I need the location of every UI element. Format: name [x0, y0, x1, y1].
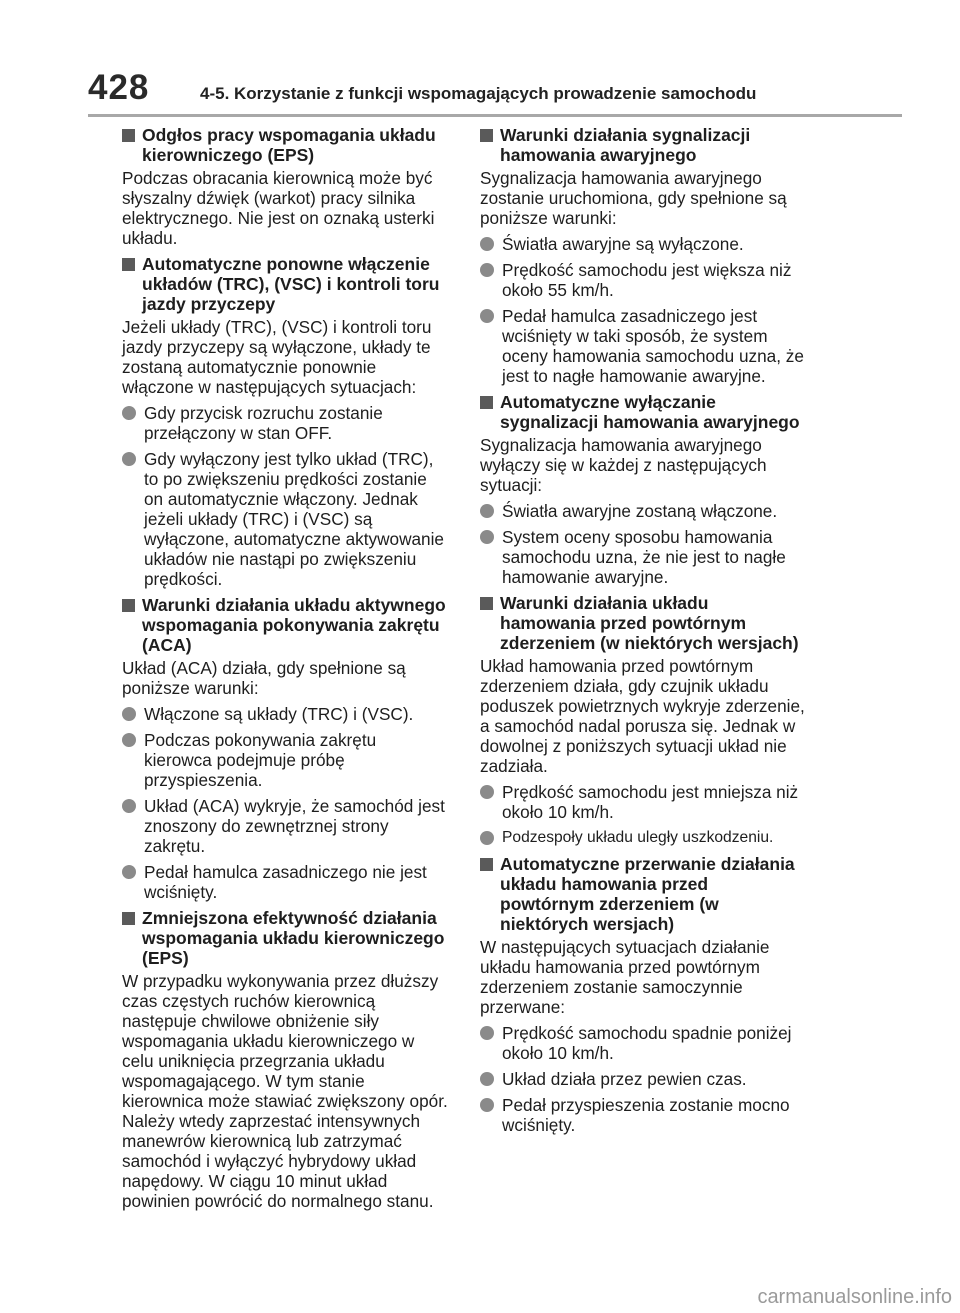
section-title: Automatyczne przerwanie działania układu hamowania przed powtórnym zderzeniem (w niektórych wersjach): [480, 854, 806, 934]
square-bullet-icon: [480, 129, 493, 142]
list-item: Prędkość samochodu spadnie poniżej około 10 km/h.: [480, 1023, 806, 1063]
paragraph: Układ (ACA) działa, gdy spełnione są poniższe warunki:: [122, 658, 406, 698]
chapter-title: 4-5. Korzystanie z funkcji wspomagających prowadzenie samochodu: [200, 84, 757, 103]
square-bullet-icon: [122, 912, 135, 925]
circle-bullet-icon: [480, 309, 494, 323]
section-title: Automatyczne wyłączanie sygnalizacji hamowania awaryjnego: [480, 392, 806, 432]
paragraph: Podczas obracania kierownicą może być słyszalny dźwięk (warkot) pracy silnika elektrycznego. Nie jest on oznaką usterki układu.: [122, 168, 435, 248]
circle-bullet-icon: [122, 406, 136, 420]
watermark: carmanualsonline.info: [757, 1286, 952, 1308]
list-item: Pedał hamulca zasadniczego nie jest wciśnięty.: [122, 862, 448, 902]
circle-bullet-icon: [122, 865, 136, 879]
circle-bullet-icon: [122, 707, 136, 721]
circle-bullet-icon: [122, 799, 136, 813]
paragraph: Sygnalizacja hamowania awaryjnego zostanie uruchomiona, gdy spełnione są poniższe warunki:: [480, 168, 787, 228]
paragraph: Jeżeli układy (TRC), (VSC) i kontroli toru jazdy przyczepy są wyłączone, układy te zostaną automatycznie ponownie włączone w następujących sytuacjach:: [122, 317, 432, 397]
square-bullet-icon: [122, 599, 135, 612]
section-title: Automatyczne ponowne włączenie układów (TRC), (VSC) i kontroli toru jazdy przyczepy: [122, 254, 448, 314]
square-bullet-icon: [122, 258, 135, 271]
paragraph: Sygnalizacja hamowania awaryjnego wyłączy się w każdej z następujących sytuacji:: [480, 435, 767, 495]
circle-bullet-icon: [480, 530, 494, 544]
header-divider: [88, 114, 902, 117]
list-item: Układ działa przez pewien czas.: [480, 1069, 806, 1089]
list-item: Podczas pokonywania zakrętu kierowca podejmuje próbę przyspieszenia.: [122, 730, 448, 790]
section-title: Warunki działania układu hamowania przed powtórnym zderzeniem (w niektórych wersjach): [480, 593, 806, 653]
circle-bullet-icon: [480, 1026, 494, 1040]
list-item: Światła awaryjne są wyłączone.: [480, 234, 806, 254]
square-bullet-icon: [122, 129, 135, 142]
list-item: Pedał przyspieszenia zostanie mocno wciśnięty.: [480, 1095, 806, 1135]
list-item: Włączone są układy (TRC) i (VSC).: [122, 704, 448, 724]
section-title: Odgłos pracy wspomagania układu kierowniczego (EPS): [122, 125, 448, 165]
left-column: [122, 125, 448, 1217]
list-item: Prędkość samochodu jest mniejsza niż około 10 km/h.: [480, 782, 806, 822]
right-column: [480, 125, 806, 1141]
list-item: Pedał hamulca zasadniczego jest wciśnięty w taki sposób, że system oceny hamowania samochodu uzna, że jest to nagłe hamowanie awaryjne.: [480, 306, 806, 386]
list-item: Gdy przycisk rozruchu zostanie przełączony w stan OFF.: [122, 403, 448, 443]
circle-bullet-icon: [480, 237, 494, 251]
circle-bullet-icon: [480, 1072, 494, 1086]
list-item: System oceny sposobu hamowania samochodu uzna, że nie jest to nagłe hamowanie awaryjne.: [480, 527, 806, 587]
circle-bullet-icon: [480, 263, 494, 277]
section-title: Warunki działania układu aktywnego wspomagania pokonywania zakrętu (ACA): [122, 595, 448, 655]
list-item: Podzespoły układu uległy uszkodzeniu.: [480, 828, 806, 848]
circle-bullet-icon: [122, 452, 136, 466]
list-item: Gdy wyłączony jest tylko układ (TRC), to po zwiększeniu prędkości zostanie on automatycznie włączony. Jednak jeżeli układy (TRC) i (VSC) są wyłączone, automatyczne aktywowanie układów nie nastąpi po zwiększeniu prędkości.: [122, 449, 448, 589]
section-title: Zmniejszona efektywność działania wspomagania układu kierowniczego (EPS): [122, 908, 448, 968]
list-item: Światła awaryjne zostaną włączone.: [480, 501, 806, 521]
paragraph: W następujących sytuacjach działanie układu hamowania przed powtórnym zderzeniem zostanie samoczynnie przerwane:: [480, 937, 770, 1017]
circle-bullet-icon: [480, 1098, 494, 1112]
circle-bullet-icon: [480, 504, 494, 518]
square-bullet-icon: [480, 597, 493, 610]
circle-bullet-icon: [480, 785, 494, 799]
section-title: Warunki działania sygnalizacji hamowania awaryjnego: [480, 125, 806, 165]
square-bullet-icon: [480, 858, 493, 871]
paragraph: W przypadku wykonywania przez dłuższy czas częstych ruchów kierownicą następuje chwilowe obniżenie siły wspomagania układu kierowniczego w celu uniknięcia przegrzania układu wspomagającego. W tym stanie kierownica może stawiać zwiększony opór. Należy wtedy zaprzestać intensywnych manewrów kierownicą lub zatrzymać samochód i wyłączyć hybrydowy układ napędowy. W ciągu 10 minut układ powinien powrócić do normalnego stanu.: [122, 971, 448, 1211]
circle-bullet-icon: [480, 831, 494, 845]
page-header: [88, 66, 902, 114]
list-item: Prędkość samochodu jest większa niż około 55 km/h.: [480, 260, 806, 300]
square-bullet-icon: [480, 396, 493, 409]
page-number: 428: [88, 68, 150, 107]
circle-bullet-icon: [122, 733, 136, 747]
list-item: Układ (ACA) wykryje, że samochód jest znoszony do zewnętrznej strony zakrętu.: [122, 796, 448, 856]
paragraph: Układ hamowania przed powtórnym zderzeniem działa, gdy czujnik układu poduszek powietrznych wykryje zderzenie, a samochód nadal porusza się. Jednak w dowolnej z poniższych sytuacji układ nie zadziała.: [480, 656, 805, 776]
